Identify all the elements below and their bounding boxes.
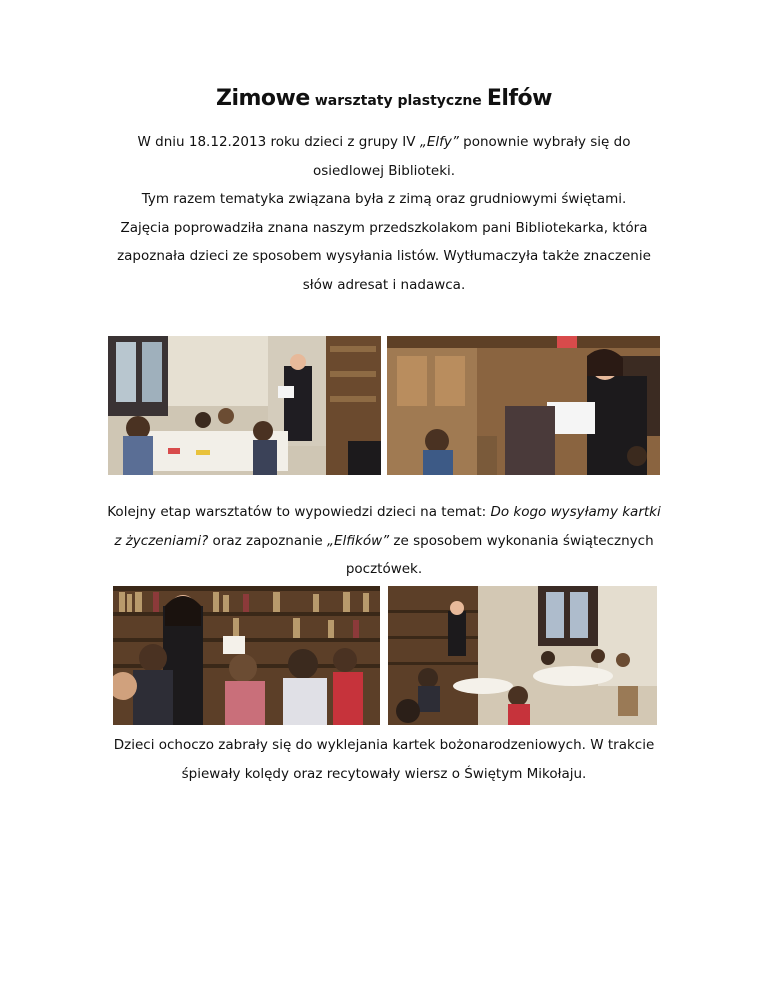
cards-line-2: śpiewały kolędy oraz recytowały wiersz o Świętym Mikołaju. xyxy=(181,765,587,782)
discussion-line-3: pocztówek. xyxy=(345,561,423,577)
paragraph-cards xyxy=(60,731,708,788)
paragraph-intro xyxy=(60,128,708,299)
photo-library-workshop-1 xyxy=(108,336,381,475)
intro-line-4: Zajęcia poprowadziła znana naszym przedszkolakom pani Bibliotekarka, która xyxy=(120,219,648,236)
cards-line-1: Dzieci ochoczo zabrały się do wyklejania kartek bożonarodzeniowych. W trakcie xyxy=(113,737,655,753)
title-word-elfow: Elfów xyxy=(486,86,552,111)
intro-line-1: W dniu 18.12.2013 roku dzieci z grupy IV „Elfy” ponownie wybrały się do xyxy=(137,134,631,150)
intro-line-6: słów adresat i nadawca. xyxy=(302,276,466,293)
intro-line-5: zapoznała dzieci ze sposobem wysyłania listów. Wytłumaczyła także znaczenie xyxy=(117,248,651,264)
discussion-line-1: Kolejny etap warsztatów to wypowiedzi dzieci na temat: Do kogo wysyłamy kartki xyxy=(107,504,661,520)
page-title xyxy=(0,86,768,111)
photo-library-workshop-4 xyxy=(388,586,657,725)
photo-library-workshop-2 xyxy=(387,336,660,475)
photo-library-workshop-3 xyxy=(113,586,380,725)
intro-line-3: Tym razem tematyka związana była z zimą oraz grudniowymi świętami. xyxy=(141,191,627,207)
intro-line-2: osiedlowej Biblioteki. xyxy=(312,162,456,179)
discussion-line-2: z życzeniami? oraz zapoznanie „Elfików” ze sposobem wykonania świątecznych xyxy=(114,532,654,549)
paragraph-discussion xyxy=(60,498,708,584)
title-middle: warsztaty plastyczne xyxy=(314,93,482,109)
title-word-zimowe: Zimowe xyxy=(216,86,310,111)
